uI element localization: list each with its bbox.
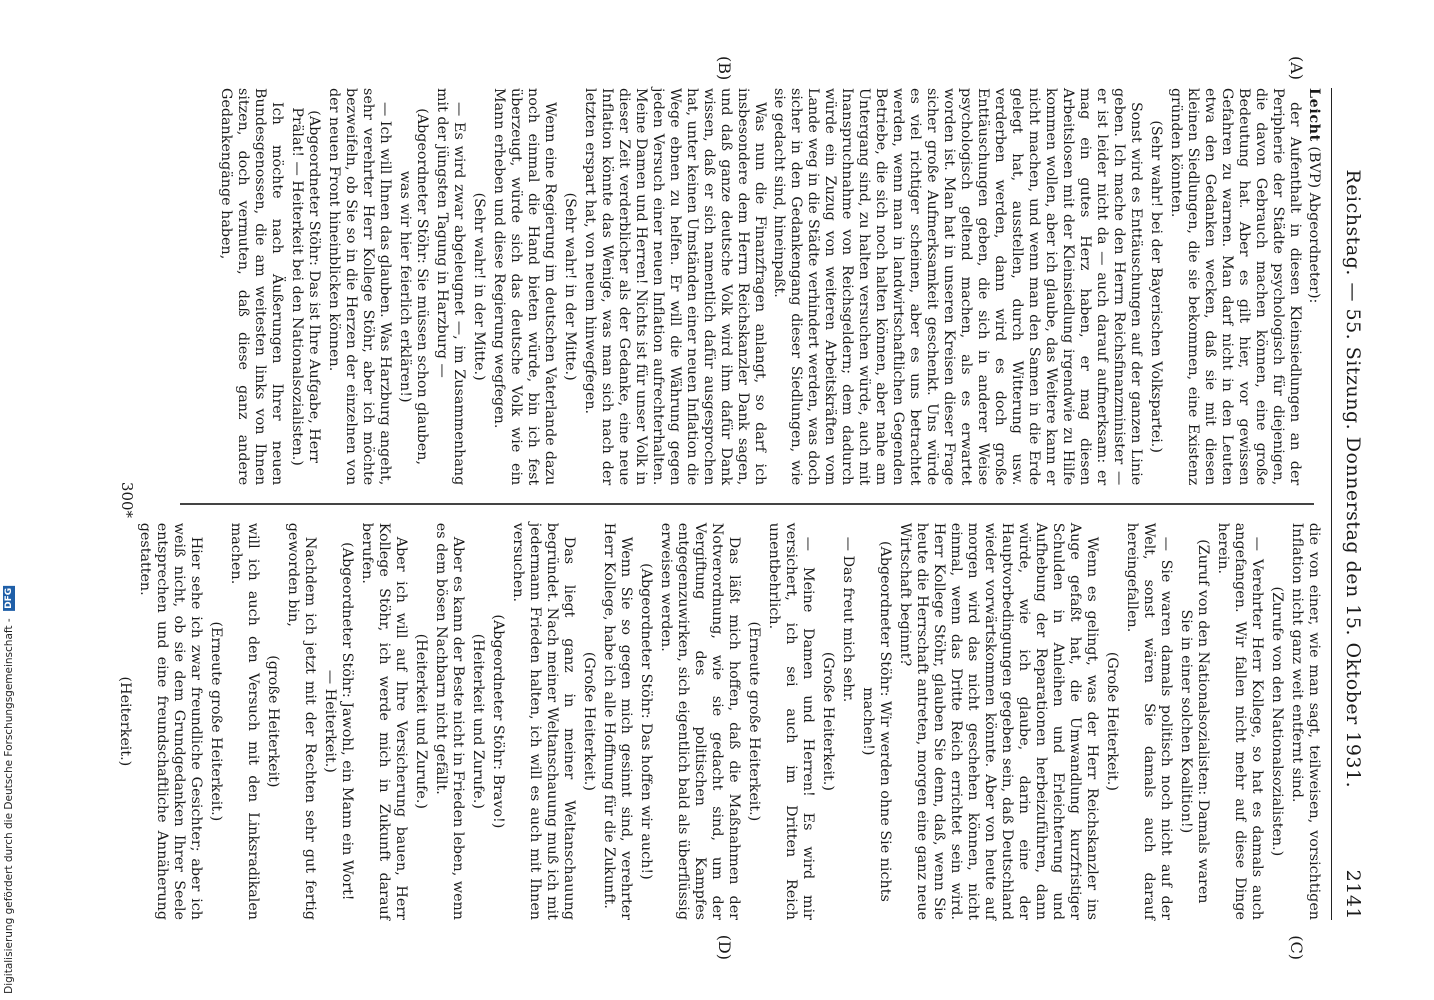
right-column xyxy=(117,522,1322,920)
stage-direction: (Große Heiterkeit.) xyxy=(581,651,597,791)
paragraph: die von einer, wie man sagt, teilweisen, vorsichtigen Inflation nicht ganz weit entfernt sind. xyxy=(1289,522,1322,920)
paragraph: Hier sehe ich zwar freundliche Gesichter; aber ich weiß nicht, ob sie dem Grundgedanken Ihrer Seele entsprechen und eine freundschaftliche Annäherung gestatten. xyxy=(137,522,204,920)
paragraph: Wenn eine Regierung im deutschen Vaterlande dazu noch einmal die Hand bieten würde, bin ich fest überzeugt, würde sich das deutsche Volk wie ein Mann erheben und diese Regierung wegfegen. xyxy=(491,88,558,486)
paragraph: — Meine Damen und Herren! Es wird mir versichert, ich sei auch im Dritten Reich unentbehrlich. xyxy=(766,522,816,920)
left-column xyxy=(180,88,1322,485)
paragraph: — Das freut mich sehr. xyxy=(840,536,856,703)
dfg-logo: DFG xyxy=(4,588,14,610)
stage-direction: (Heiterkeit und Zurufe.) xyxy=(470,633,486,810)
paragraph: Sonst wird es Enttäuschungen auf der ganzen Linie geben. Ich mache den Herrn Reichsfinanzminister — er ist leider nicht da — auch darauf aufmerksam: er mag ein gutes Herz haben, er mag diesen Arbeitslosen mit der Kleinsiedlung irgendwie zu Hilfe kommen wollen, aber ich glaube, das Weitere kann er nicht machen, und wenn man den Samen in die Erde gelegt hat, ausstellen, durch Witterung usw. verderben werden, dann wird es doch große Enttäuschungen geben, die sich in anderer Weise psychologisch geltend machen, als es erwartet worden ist. Man hat in unseren Kreisen dieser Frage sicher große Aufmerksamkeit geschenkt. Uns würde es viel richtiger scheinen, aber es uns betrachtet werden, wenn man in landwirtschaftlichen Gegenden Betriebe, die sich noch halten können, aber nahe am Untergang sind, zu halten versuchen würde, auch mit Inanspruchnahme von Reichsgeldern; dem dadurch würde ein Zuzug von weiteren Arbeitskräften vom Lande weg in die Städte verhindert werden, was doch sicher in den Gedankengang dieser Siedlungen, wie sie gedacht sind, hineinpaßt. xyxy=(771,88,1144,486)
paragraph: Nachdem ich jetzt mit der Rechten sehr gut fertig geworden bin, xyxy=(285,522,318,920)
margin-marker-d: (D) xyxy=(715,934,734,960)
stage-direction: (Zurufe von den Nationalsozialisten.) xyxy=(1269,586,1285,857)
header-page-number: 2141 xyxy=(1342,869,1364,920)
funding-note-wrap xyxy=(3,586,15,994)
paragraph: Das liegt ganz in meiner Weltanschauung begründet. Nach meiner Weltanschauung muß ich mit jedermann Frieden halten, ich will es auch mit Ihnen versuchen. xyxy=(510,522,577,920)
stage-direction: (Abgeordneter Stöhr: Sie müssen schon glauben, was wir hier feierlich erklären!) xyxy=(397,108,430,466)
paragraph: Ich möchte nach Äußerungen Ihrer neuen Bundesgenossen, die am weitesten links von Ihnen sitzen, doch vermuten, daß diese ganz andere Gedankengänge haben, xyxy=(218,88,285,486)
stage-direction: (Sehr wahr! in der Mitte.) xyxy=(562,192,578,381)
stage-direction: (Erneute große Heiterkeit.) xyxy=(208,621,224,822)
header-title: Reichstag. — 55. Sitzung. Donnerstag den 15. Oktober 1931. xyxy=(1342,169,1364,789)
funding-strip xyxy=(0,0,26,1000)
paragraph: — Ich will Ihnen das glauben. Was Harzburg angeht, sehr verehrter Herr Kollege Stöhr, aber ich möchte bezweifeln, ob Sie so in die Herzen der einzelnen von der neuen Front hineinblicken können. xyxy=(326,88,393,486)
stage-direction: (Abgeordneter Stöhr: Wir werden ohne Sie nichts machen!) xyxy=(860,540,893,902)
paragraph: Was nun die Finanzfragen anlangt, so darf ich insbesondere dem Herrn Reichskanzler Dank sagen, und daß ganze deutsche Volk wird ihm dafür Dank wissen, daß er sich namentlich dafür ausgesprochen hat, unter keinen Umständen einer neuen Inflation die Wege ebnen zu helfen. Er will die Währung gegen jeden Versuch einer neuen Inflation aufrechterhalten. Meine Damen und Herren! Nichts ist für unser Volk in dieser Zeit verderblicher als der Gedanke, eine neue Inflation könnte das Wenige, was man sich nach der letzten erspart hat, von neuem hinwegfegen. xyxy=(582,88,768,486)
paragraph: — Sie waren damals politisch noch nicht auf der Welt, sonst wären Sie damals auch darauf hereingefallen. xyxy=(1124,522,1174,920)
paragraph: Aber es kann der Beste nicht in Frieden leben, wenn es dem bösen Nachbarn nicht gefällt. xyxy=(433,522,466,920)
paragraph: Wenn Sie so gegen mich gesinnt sind, verehrter Herr Kollege, habe ich alle Hoffnung für die Zukunft. xyxy=(601,522,634,920)
stage-direction: (Heiterkeit.) xyxy=(117,676,133,767)
header-rule xyxy=(1331,88,1332,920)
stage-direction: (Große Heiterkeit.) xyxy=(820,651,836,791)
stage-direction: (Große Heiterkeit.) xyxy=(1104,651,1120,791)
stage-direction: (Heiterkeit und Zurufe.) xyxy=(413,633,429,810)
paragraph: Das läßt mich hoffen, daß die Maßnahmen der Notverordnung, wie sie gedacht sind, um der Vergiftung des politischen Kampfes entgegenzuwirken, sich eigentlich bald als überflüssig erweisen werden. xyxy=(658,522,742,920)
speaker-line xyxy=(1305,88,1322,485)
speaker-name: Leicht xyxy=(1306,88,1322,142)
paragraph: — Es wird zwar abgeleugnet —, im Zusammenhang mit der jüngsten Tagung in Harzburg — xyxy=(434,88,467,486)
paragraph: will ich auch den Versuch mit den Linksradikalen machen. xyxy=(228,522,261,920)
margin-marker-c: (C) xyxy=(1287,935,1306,960)
speaker-party: (BVP) Abgeordneter): xyxy=(1306,141,1322,304)
stage-direction: (Abgeordneter Stöhr: Bravo!) xyxy=(490,614,506,829)
paragraph: Aber ich will auf Ihre Versicherung bauen, Herr Kollege Stöhr, ich werde mich in Zukunft darauf berufen. xyxy=(359,522,409,920)
stage-direction: (Abgeordneter Stöhr: Jawohl, ein Mann ein Wort! — Heiterkeit.) xyxy=(322,542,355,901)
stage-direction: (Sehr wahr! in der Mitte.) xyxy=(471,192,487,381)
funding-note: Digitalisierung gefördert durch die Deutsche Forschungsgemeinschaft - xyxy=(3,618,15,994)
margin-marker-b: (B) xyxy=(715,56,734,81)
stage-direction: (Sehr wahr! bei der Bayerischen Volkspartei.) xyxy=(1148,120,1164,453)
stage-direction: (Erneute große Heiterkeit.) xyxy=(746,621,762,822)
stage-direction: (große Heiterkeit) xyxy=(265,655,281,788)
paragraph: Wenn es gelingt, was der Herr Reichskanzler ins Auge gefaßt hat, die Umwandlung kurzfristiger Schulden in Anleihen und Erleichterung und Aufhebung der Reparationen herbeizuführen, dann würde, wie ich glaube, darin eine der Hauptvorbedingungen gegeben sein, daß Deutschland wieder vorwärtskommen könnte. Aber von heute auf morgen wird das nicht geschehen können, nicht einmal, wenn das Dritte Reich errichtet sein wird. Herr Kollege Stöhr, glauben Sie denn, daß, wenn Sie heute die Herrschaft antreten, morgen eine ganz neue Wirtschaft beginnt? xyxy=(897,522,1100,920)
margin-marker-a: (A) xyxy=(1287,56,1306,81)
stage-direction: (Abgeordneter Stöhr: Das ist Ihre Aufgabe, Herr Prälat! — Heiterkeit bei den Nationalsozialisten.) xyxy=(289,107,322,466)
stage-direction: (Zuruf von den Nationalsozialisten: Damals waren Sie in einer solchen Koalition!) xyxy=(1178,539,1211,904)
stage-direction: (Abgeordneter Stöhr: Das hoffen wir auch!) xyxy=(638,563,654,880)
running-head xyxy=(1342,88,1364,920)
paragraph: — Verehrter Herr Kollege, so hat es damals auch angefangen. Wir fallen nicht mehr auf diese Dinge herein. xyxy=(1215,522,1265,920)
paragraph: der Aufenthalt in diesen Kleinsiedlungen an der Peripherie der Städte psychologisch für diejenigen, die davon Gebrauch machen können, eine große Bedeutung hat. Aber es gilt hier, vor gewissen Gefahren zu warnen. Man darf nicht in den Leuten etwa den Gedanken wecken, daß sie mit diesen kleinen Siedlungen, die sie bekommen, eine Existenz gründen könnten. xyxy=(1168,88,1303,486)
signature-mark: 300* xyxy=(118,481,136,519)
column-divider xyxy=(180,503,1314,505)
